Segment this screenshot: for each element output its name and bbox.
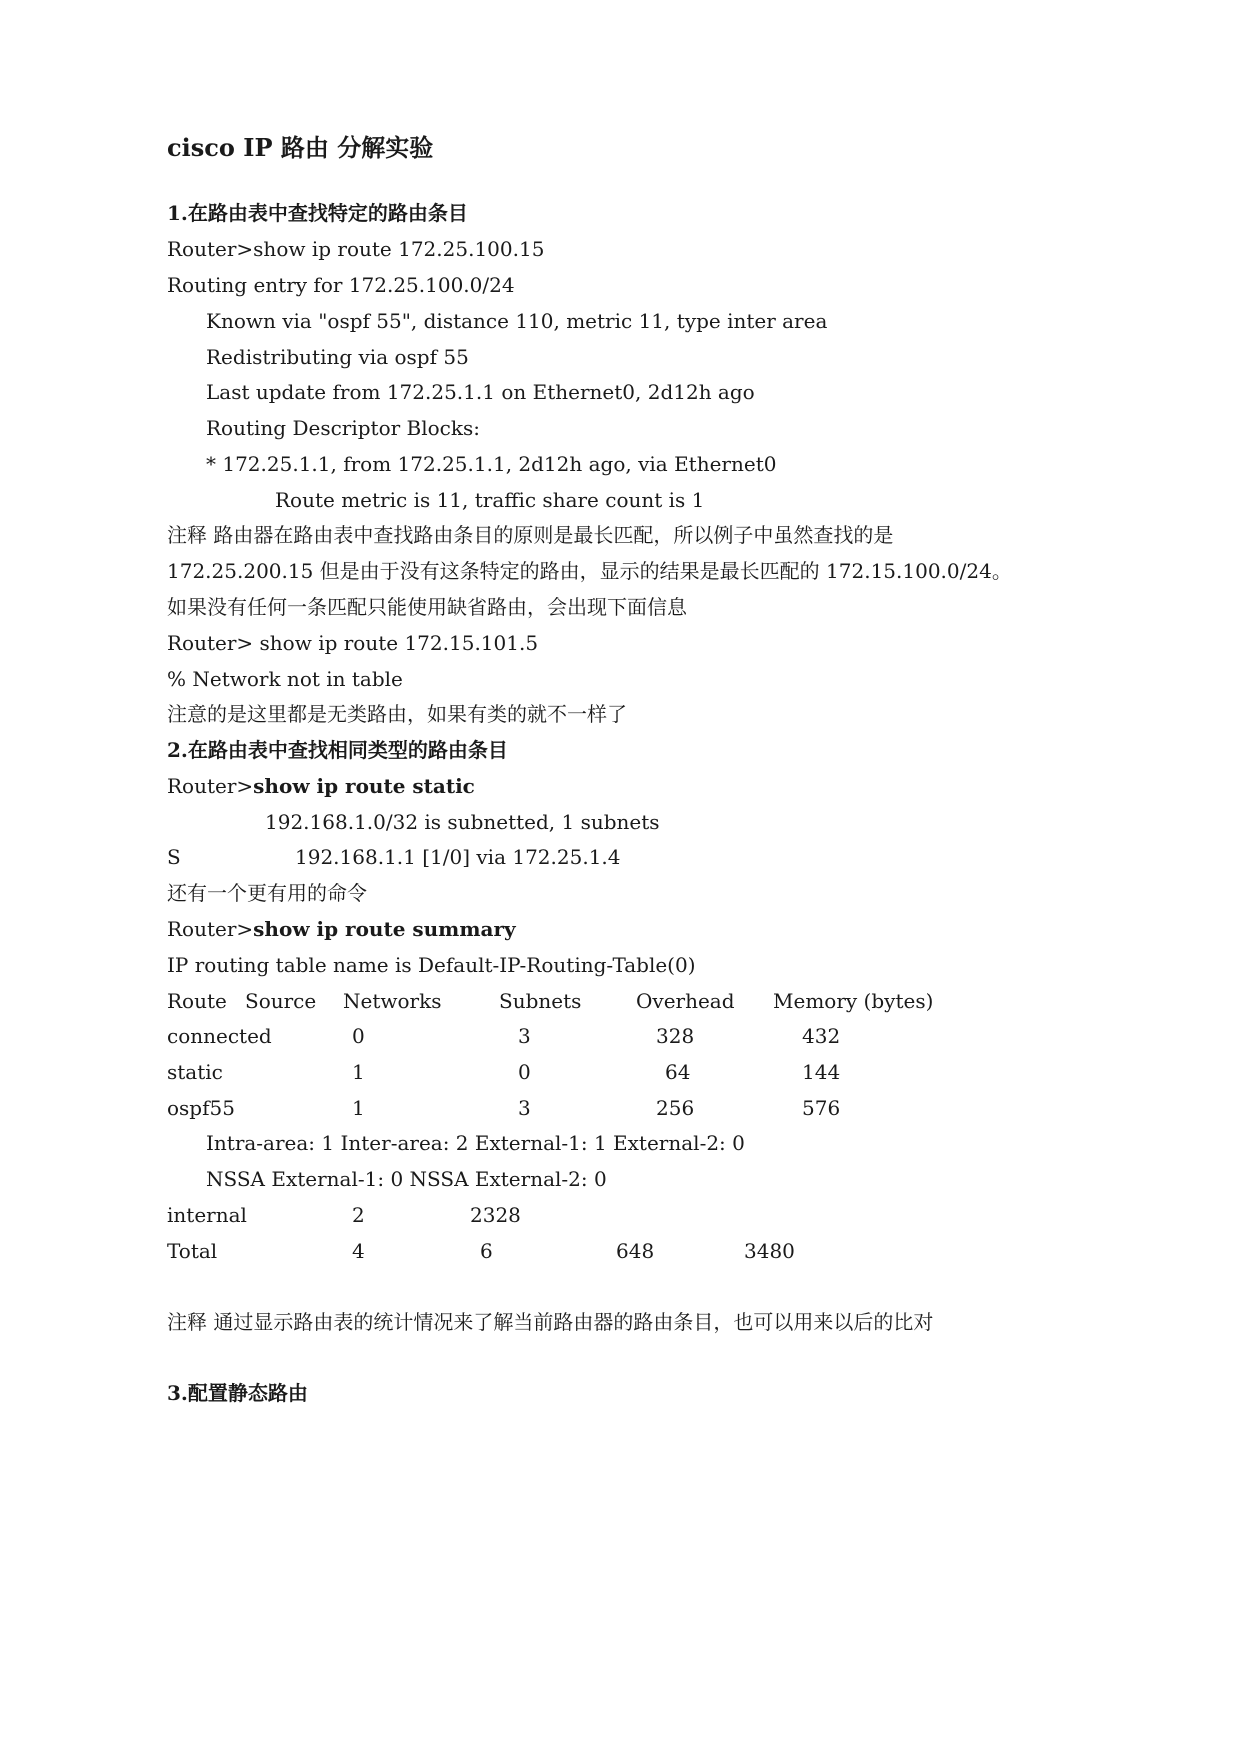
table-header: Networks	[343, 989, 442, 1013]
table-cell: 256	[656, 1096, 695, 1120]
table-cell: 0	[518, 1060, 531, 1084]
output-line: 192.168.1.1 [1/0] via 172.25.1.4	[295, 845, 621, 869]
table-cell: 328	[656, 1024, 695, 1048]
table-cell: Total	[167, 1239, 218, 1263]
note-text: 注意的是这里都是无类路由，如果有类的就不一样了	[167, 702, 627, 726]
prompt: Router>	[167, 774, 254, 798]
note-text: 如果没有任何一条匹配只能使用缺省路由，会出现下面信息	[167, 595, 687, 619]
output-line: % Network not in table	[167, 667, 403, 691]
note-text: 172.25.200.15 但是由于没有这条特定的路由，显示的结果是最长匹配的 172.15.100.0/24。	[167, 559, 1012, 583]
table-cell: 576	[802, 1096, 841, 1120]
table-cell: 3	[518, 1024, 531, 1048]
command: show ip route static	[253, 774, 475, 798]
table-cell: 648	[616, 1239, 655, 1263]
table-cell: 144	[802, 1060, 841, 1084]
output-line: Routing Descriptor Blocks:	[206, 416, 481, 440]
table-cell: internal	[167, 1203, 247, 1227]
note-text: 还有一个更有用的命令	[167, 881, 367, 905]
section-1-heading: 1.在路由表中查找特定的路由条目	[167, 201, 468, 225]
section-3-heading: 3.配置静态路由	[167, 1381, 308, 1405]
table-cell: 6	[480, 1239, 493, 1263]
output-line: IP routing table name is Default-IP-Routing-Table(0)	[167, 953, 696, 977]
table-cell: 2	[352, 1203, 365, 1227]
output-line: 192.168.1.0/32 is subnetted, 1 subnets	[265, 810, 660, 834]
output-line: Intra-area: 1 Inter-area: 2 External-1: 1 External-2: 0	[206, 1131, 745, 1155]
prompt: Router>	[167, 917, 254, 941]
note-text: 注释 通过显示路由表的统计情况来了解当前路由器的路由条目，也可以用来以后的比对	[167, 1310, 934, 1334]
output-line: Routing entry for 172.25.100.0/24	[167, 273, 515, 297]
document-title: cisco IP 路由 分解实验	[167, 133, 434, 162]
command-line: Router>show ip route 172.25.100.15	[167, 237, 545, 261]
output-line: Redistributing via ospf 55	[206, 345, 469, 369]
table-cell: 1	[352, 1096, 365, 1120]
table-cell: 432	[802, 1024, 841, 1048]
output-line: * 172.25.1.1, from 172.25.1.1, 2d12h ago, via Ethernet0	[206, 452, 777, 476]
section-2-heading: 2.在路由表中查找相同类型的路由条目	[167, 738, 508, 762]
note-text: 注释 路由器在路由表中查找路由条目的原则是最长匹配，所以例子中虽然查找的是	[167, 523, 894, 547]
command: show ip route summary	[253, 917, 516, 941]
command-line	[167, 915, 516, 943]
command-line: Router> show ip route 172.15.101.5	[167, 631, 539, 655]
table-cell: ospf55	[167, 1096, 235, 1120]
table-cell: 3480	[744, 1239, 795, 1263]
output-line: Route metric is 11, traffic share count is 1	[275, 488, 705, 512]
table-header: Source	[245, 989, 317, 1013]
table-header: Subnets	[499, 989, 582, 1013]
output-line: NSSA External-1: 0 NSSA External-2: 0	[206, 1167, 607, 1191]
table-header: Route	[167, 989, 227, 1013]
table-header: Memory (bytes)	[773, 989, 934, 1013]
table-header: Overhead	[636, 989, 735, 1013]
table-cell: connected	[167, 1024, 272, 1048]
table-cell: 64	[665, 1060, 691, 1084]
output-line: Known via "ospf 55", distance 110, metric 11, type inter area	[206, 309, 828, 333]
table-cell: 0	[352, 1024, 365, 1048]
table-cell: 4	[352, 1239, 365, 1263]
table-cell: static	[167, 1060, 223, 1084]
table-cell: 1	[352, 1060, 365, 1084]
route-code: S	[167, 845, 181, 869]
output-line: Last update from 172.25.1.1 on Ethernet0, 2d12h ago	[206, 380, 755, 404]
table-cell: 2328	[470, 1203, 521, 1227]
command-line	[167, 772, 475, 800]
table-cell: 3	[518, 1096, 531, 1120]
